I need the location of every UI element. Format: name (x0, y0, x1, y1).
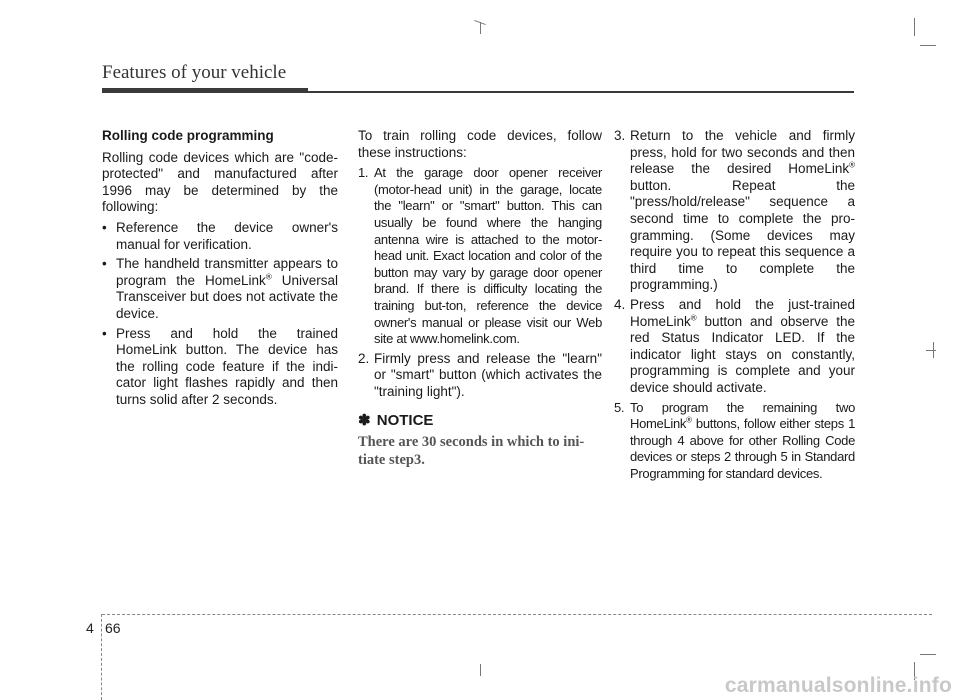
step-number: 4. (614, 296, 626, 312)
step-text: Press and hold the just-trained HomeLink (630, 296, 855, 329)
header-rule-thick (102, 88, 308, 93)
header-rule-thin (308, 91, 854, 93)
crop-mark-top-right-h (920, 45, 936, 46)
step-number: 3. (614, 128, 626, 143)
bullet-item-1 (102, 220, 338, 253)
bullet-text: Press and hold the trained HomeLink button. The device has the rolling code feature if the indi-cator light flashes rapidly and then turns solid after 2 seconds. (116, 325, 338, 407)
section-heading: Rolling code programming (102, 128, 274, 143)
registered-mark: ® (686, 415, 692, 425)
step-1 (358, 165, 602, 348)
step-number: 5. (614, 399, 625, 415)
registered-mark: ® (265, 272, 272, 282)
registered-mark: ® (849, 160, 855, 170)
column-2 (358, 128, 602, 469)
notice-title: NOTICE (376, 411, 434, 429)
crop-mark-top-right-v (914, 18, 915, 36)
footer-dashed-divider (101, 614, 102, 700)
step-number: 2. (358, 350, 370, 366)
step-text: At the garage door opener receiver (motor-head unit) in the garage, locate the "learn" or "smart" button. This can usually be found where the hanging antenna wire is attached to the motor-head unit. Exact location and color of the button may vary by garage door opener brand. If there is difficulty locating the training but-ton, reference the device owner's manual or please visit our Web site at www.homelink.com. (374, 165, 602, 347)
bullet-item-3 (102, 326, 338, 409)
bullet-text: Reference the device owner's manual for verification. (116, 219, 338, 252)
bullet-text: The handheld transmitter appears to program the HomeLink (116, 256, 338, 288)
page-number: 66 (105, 620, 121, 636)
intro-paragraph: Rolling code devices which are "code-protected" and manufactured after 1996 may be determined by the following: (102, 149, 338, 215)
step-2 (358, 351, 602, 401)
step-number: 1. (358, 165, 369, 181)
bullet-marker: • (102, 219, 107, 235)
step-5 (614, 400, 855, 483)
notice-body: There are 30 seconds in which to ini-tiate step3. (358, 434, 585, 469)
notice-heading (358, 413, 602, 430)
bullet-marker: • (102, 256, 107, 272)
step-text: Return to the vehicle and firmly press, hold for two seconds and then release the desired HomeLink (630, 128, 855, 177)
step-text: Firmly press and release the "learn" or "smart" button (which activates the "training light"). (374, 350, 602, 399)
crop-mark-right-mid-h (926, 350, 936, 351)
footer-dashed-rule (102, 614, 932, 615)
step-text-cont: button. Repeat the "press/hold/release" sequence a second time to complete the pro-gramming. (Some devices may require you to repeat this sequence a third time to complete the programming.) (630, 177, 855, 293)
step-4 (614, 297, 855, 397)
instructions-intro: To train rolling code devices, follow these instructions: (358, 128, 602, 160)
page-header-title: Features of your vehicle (102, 62, 287, 83)
crop-mark-bottom-center (480, 664, 481, 676)
step-3 (614, 128, 855, 294)
crop-mark-bottom-right-h (920, 654, 936, 655)
crop-mark-top-center (480, 22, 481, 34)
step-text-cont: buttons, follow either steps 1 through 4 above for other Rolling Code devices or steps 2 through 5 in Standard Programming for standard devices. (630, 416, 855, 481)
bullet-text-cont: Universal Transceiver but does not activate the device. (116, 272, 338, 321)
registered-mark: ® (690, 313, 697, 323)
page-section-number: 4 (86, 620, 94, 636)
watermark: carmanualsonline.info (724, 674, 952, 697)
step-text: To program the remaining two HomeLink (630, 399, 855, 432)
notice-asterisk-icon: ✽ (358, 411, 371, 429)
step-text-cont: button and observe the red Status Indicator LED. If the indicator light stays on constantly, programming is complete and your device should activate. (630, 313, 855, 395)
bullet-item-2 (102, 256, 338, 322)
bullet-marker: • (102, 325, 107, 341)
column-3 (614, 128, 855, 485)
column-1 (102, 128, 338, 412)
